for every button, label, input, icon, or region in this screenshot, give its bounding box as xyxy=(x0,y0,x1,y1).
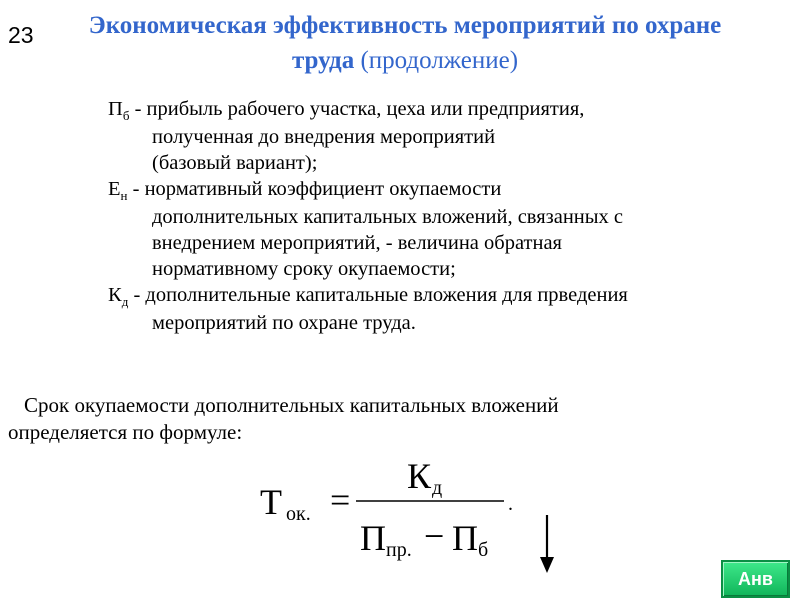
paragraph-line: определяется по формуле: xyxy=(8,420,243,444)
paragraph-line: Срок окупаемости дополнительных капитальных вложений xyxy=(24,393,559,417)
formula-numerator-sub: д xyxy=(432,477,443,499)
definition-symbol: П xyxy=(108,98,123,120)
definition-subscript: б xyxy=(122,108,130,123)
definition-text: нормативному сроку окупаемости; xyxy=(152,258,456,280)
definition-text: - прибыль рабочего участка, цеха или предприятия, xyxy=(129,98,585,120)
definition-text: мероприятий по охране труда. xyxy=(152,312,416,334)
definition-subscript: д xyxy=(121,294,129,309)
formula-numerator: К xyxy=(407,456,432,496)
definitions-list xyxy=(108,96,798,336)
definition-text: - нормативный коэффициент окупаемости xyxy=(127,178,502,200)
definition-text: (базовый вариант); xyxy=(152,152,318,174)
payback-formula xyxy=(252,448,552,578)
formula-den-term2-sub: б xyxy=(478,539,489,561)
formula-den-term1-sub: пр. xyxy=(386,539,412,561)
title-continuation: (продолжение) xyxy=(354,47,519,74)
definition-text: - дополнительные капитальные вложения для прведения xyxy=(128,284,628,306)
formula-minus: − xyxy=(424,516,445,556)
definition-text: полученная до внедрения мероприятий xyxy=(152,126,496,148)
formula-lhs: Т xyxy=(260,482,282,522)
formula-period: . xyxy=(508,493,513,515)
nav-button[interactable]: Анв xyxy=(721,560,790,598)
definition-pb xyxy=(108,96,798,176)
payback-paragraph xyxy=(8,392,788,446)
formula-equals: = xyxy=(330,480,351,520)
definition-kd xyxy=(108,282,798,336)
formula-lhs-sub: ок. xyxy=(286,503,311,525)
slide-number: 23 xyxy=(8,22,34,48)
formula-den-term1: П xyxy=(360,518,386,558)
definition-en xyxy=(108,176,798,282)
title-main: Экономическая эффективность мероприятий по охране труда xyxy=(88,12,722,74)
definition-symbol: Е xyxy=(108,178,121,200)
formula-den-term2: П xyxy=(452,518,478,558)
definition-text: дополнительных капитальных вложений, связанных с xyxy=(152,206,624,228)
down-arrow-icon xyxy=(535,513,559,582)
definition-subscript: н xyxy=(120,188,128,203)
definition-text: внедрением мероприятий, - величина обратная xyxy=(152,232,562,254)
definition-symbol: К xyxy=(108,284,122,306)
formula-svg xyxy=(252,448,552,578)
slide-title xyxy=(60,8,750,78)
